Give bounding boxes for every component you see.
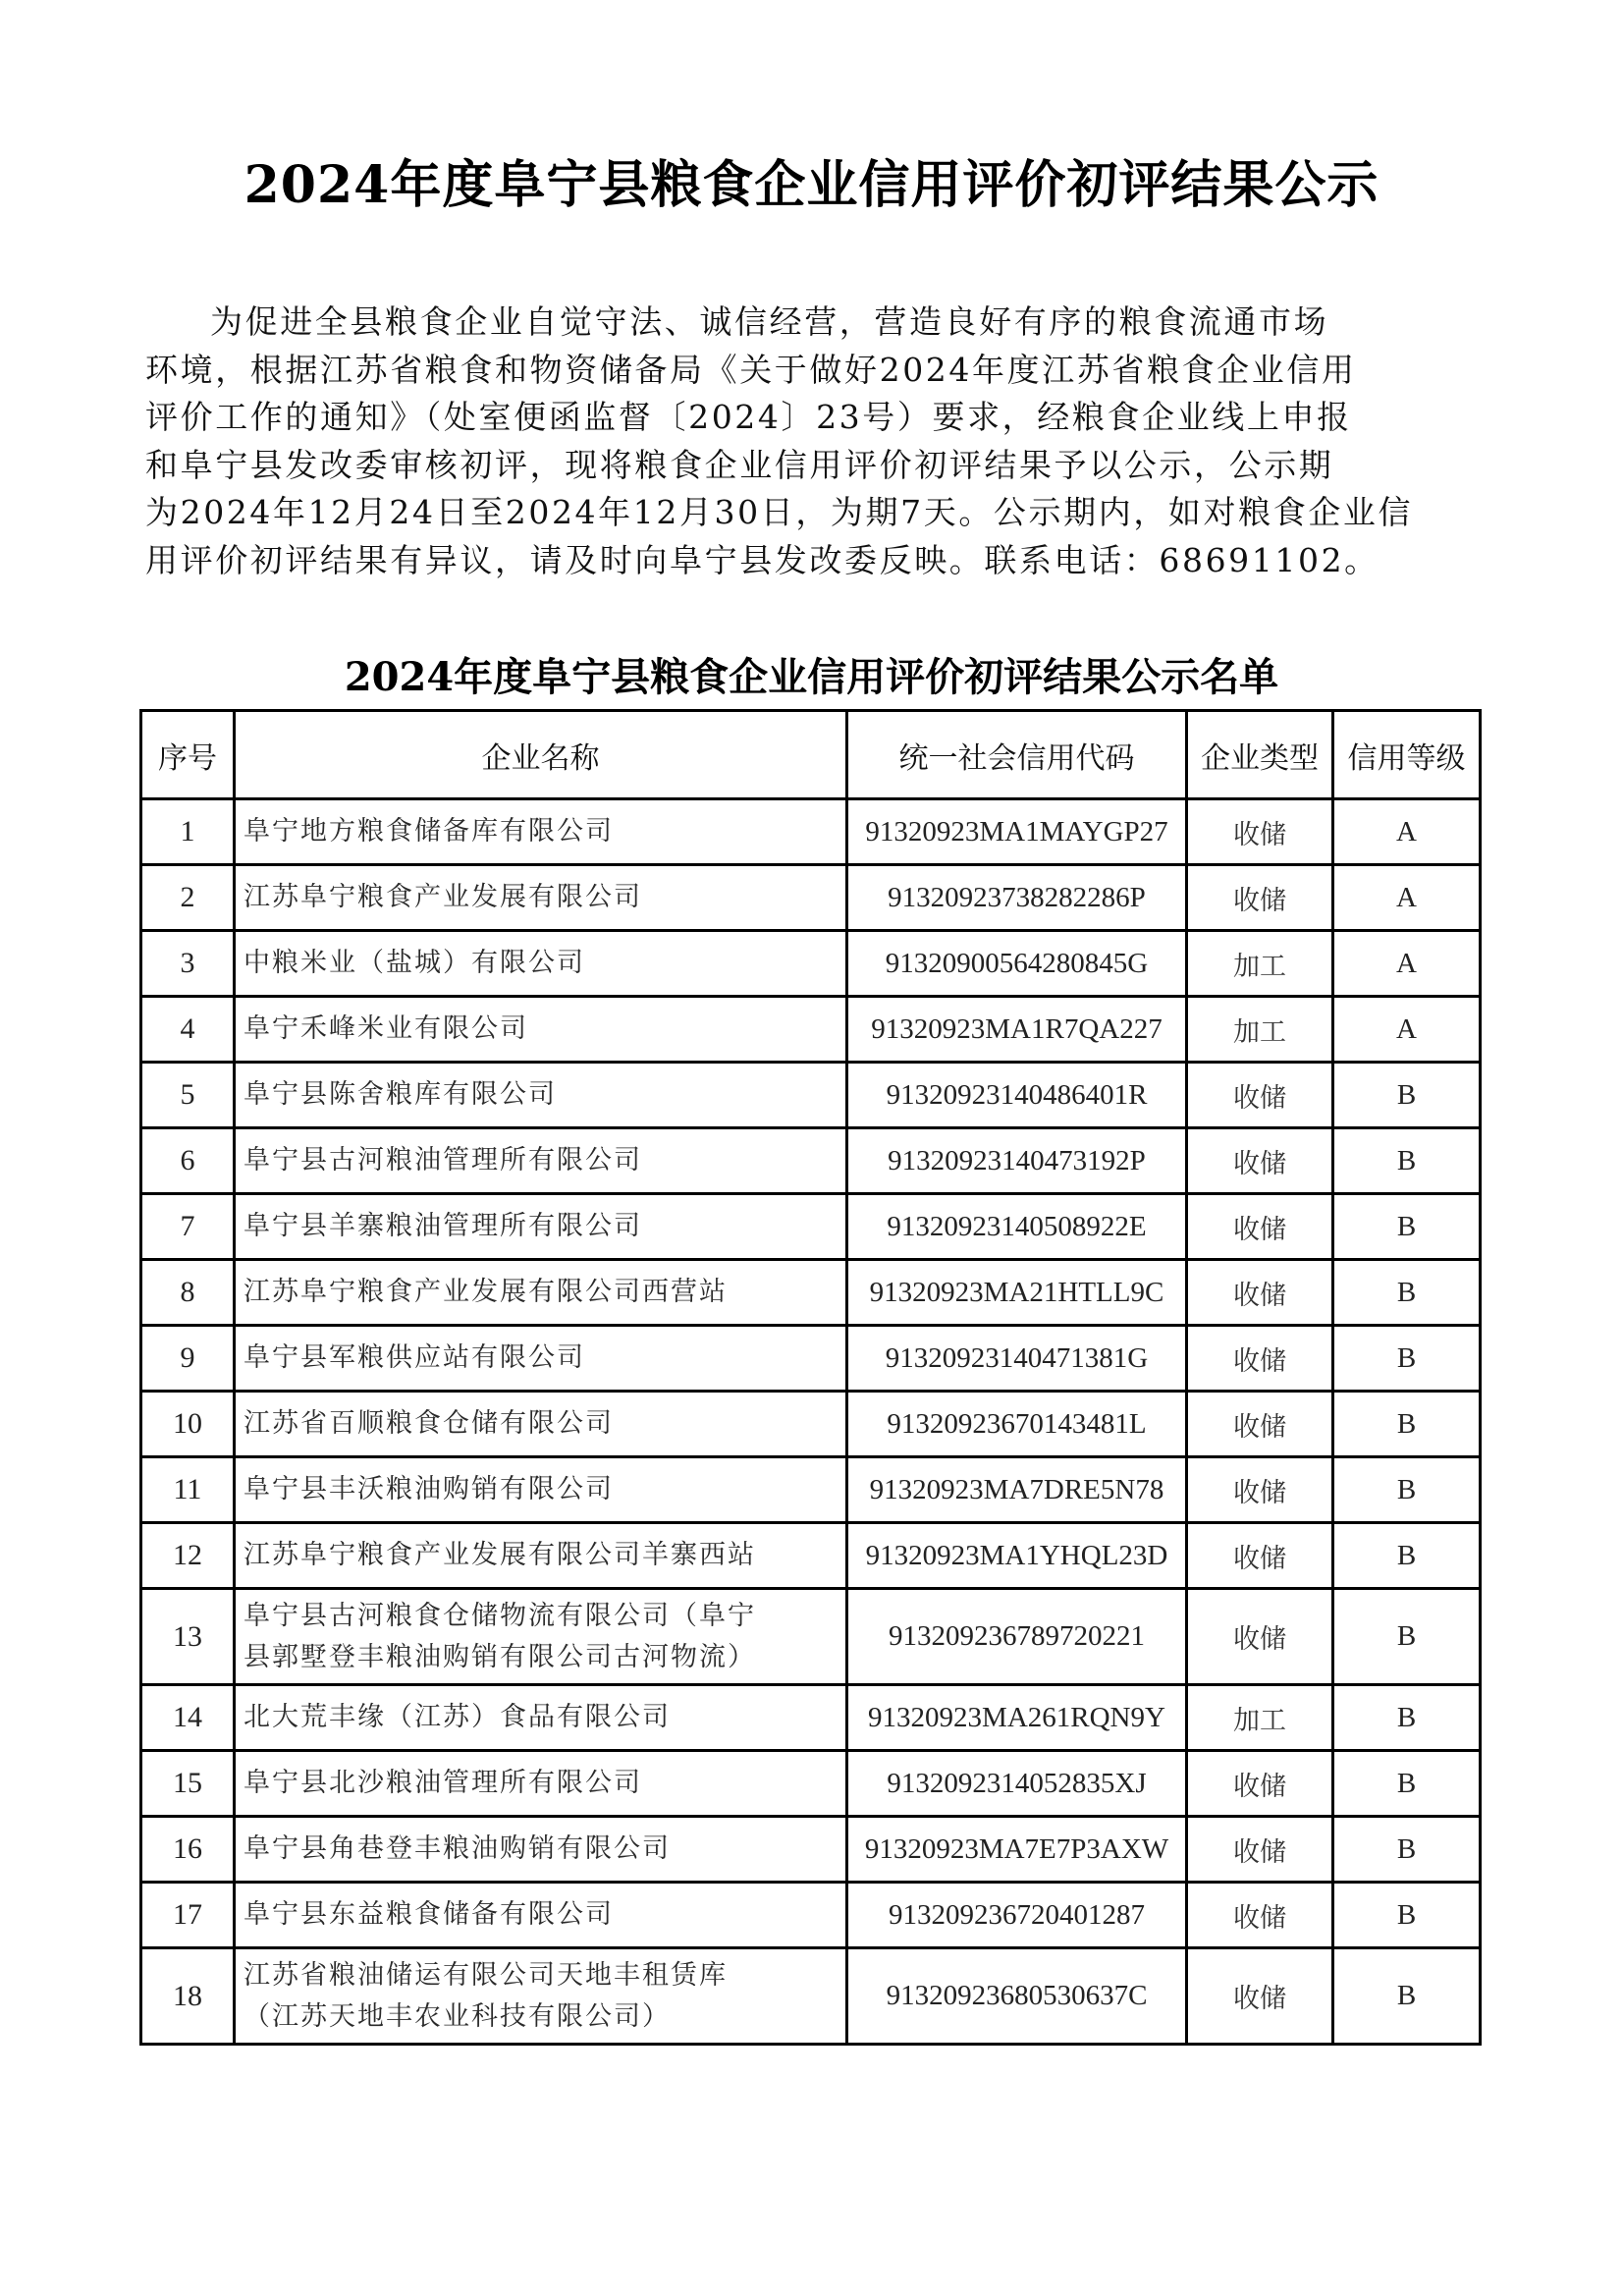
cell-credit-grade: A: [1333, 931, 1481, 997]
intro-paragraph: [145, 299, 1466, 584]
table-row: [141, 1392, 1481, 1457]
cell-credit-grade: B: [1333, 1589, 1481, 1685]
cell-credit-code: 91320923MA7E7P3AXW: [847, 1817, 1187, 1883]
cell-credit-grade: B: [1333, 1817, 1481, 1883]
cell-serial-no: 17: [141, 1883, 235, 1948]
cell-credit-code: 913209236720401287: [847, 1883, 1187, 1948]
table-body: [141, 799, 1481, 2045]
header-company-name: 企业名称: [235, 711, 847, 799]
cell-credit-code: 91320923670143481L: [847, 1392, 1187, 1457]
cell-serial-no: 8: [141, 1260, 235, 1326]
cell-company-type: 收储: [1187, 1523, 1333, 1589]
cell-company-type: 收储: [1187, 1326, 1333, 1392]
cell-serial-no: 12: [141, 1523, 235, 1589]
cell-company-name: 江苏省百顺粮食仓储有限公司: [235, 1392, 847, 1457]
table-row: [141, 1457, 1481, 1523]
cell-company-name: 中粮米业（盐城）有限公司: [235, 931, 847, 997]
cell-company-type: 收储: [1187, 1063, 1333, 1128]
table-row: [141, 1194, 1481, 1260]
cell-credit-grade: A: [1333, 997, 1481, 1063]
table-row: [141, 1751, 1481, 1817]
cell-company-name: 阜宁县军粮供应站有限公司: [235, 1326, 847, 1392]
intro-line: 为2024年12月24日至2024年12月30日，为期7天。公示期内，如对粮食企业信: [145, 493, 1414, 531]
cell-company-type: 收储: [1187, 1457, 1333, 1523]
intro-line: 环境，根据江苏省粮食和物资储备局《关于做好2024年度江苏省粮食企业信用: [145, 350, 1357, 389]
cell-credit-grade: B: [1333, 1751, 1481, 1817]
cell-company-name: 阜宁县羊寨粮油管理所有限公司: [235, 1194, 847, 1260]
cell-credit-code: 91320923MA1MAYGP27: [847, 799, 1187, 865]
cell-serial-no: 3: [141, 931, 235, 997]
table-row: [141, 865, 1481, 931]
intro-line: 评价工作的通知》（处室便函监督〔2024〕23号）要求，经粮食企业线上申报: [145, 398, 1352, 436]
cell-credit-grade: B: [1333, 1948, 1481, 2045]
intro-line: 和阜宁县发改委审核初评，现将粮食企业信用评价初评结果予以公示，公示期: [145, 445, 1334, 484]
table-row: [141, 1685, 1481, 1751]
cell-credit-grade: B: [1333, 1523, 1481, 1589]
cell-serial-no: 5: [141, 1063, 235, 1128]
cell-company-name: 江苏阜宁粮食产业发展有限公司西营站: [235, 1260, 847, 1326]
cell-company-type: 收储: [1187, 799, 1333, 865]
cell-credit-code: 913209236789720221: [847, 1589, 1187, 1685]
cell-company-name: 阜宁地方粮食储备库有限公司: [235, 799, 847, 865]
cell-credit-code: 91320923MA1YHQL23D: [847, 1523, 1187, 1589]
cell-company-type: 收储: [1187, 1948, 1333, 2045]
cell-credit-code: 91320923MA7DRE5N78: [847, 1457, 1187, 1523]
cell-company-type: 加工: [1187, 931, 1333, 997]
list-title: 2024年度阜宁县粮食企业信用评价初评结果公示名单: [344, 654, 1279, 700]
cell-company-name: [235, 1589, 847, 1685]
cell-company-name: 北大荒丰缘（江苏）食品有限公司: [235, 1685, 847, 1751]
cell-credit-code: 91320923140486401R: [847, 1063, 1187, 1128]
cell-company-name: 阜宁县角巷登丰粮油购销有限公司: [235, 1817, 847, 1883]
table-row: [141, 799, 1481, 865]
cell-company-type: 收储: [1187, 1589, 1333, 1685]
cell-company-type: 收储: [1187, 1128, 1333, 1194]
cell-company-type: 收储: [1187, 1392, 1333, 1457]
cell-credit-code: 91320923MA21HTLL9C: [847, 1260, 1187, 1326]
cell-serial-no: 18: [141, 1948, 235, 2045]
cell-credit-code: 91320923680530637C: [847, 1948, 1187, 2045]
cell-credit-grade: B: [1333, 1326, 1481, 1392]
table-row: [141, 1817, 1481, 1883]
table-row: [141, 931, 1481, 997]
company-name-line: 阜宁县古河粮食仓储物流有限公司（阜宁: [243, 1600, 756, 1631]
cell-serial-no: 6: [141, 1128, 235, 1194]
cell-company-name: 阜宁县北沙粮油管理所有限公司: [235, 1751, 847, 1817]
cell-serial-no: 10: [141, 1392, 235, 1457]
header-credit-grade: 信用等级: [1333, 711, 1481, 799]
header-serial-no: 序号: [141, 711, 235, 799]
cell-serial-no: 14: [141, 1685, 235, 1751]
cell-credit-grade: A: [1333, 799, 1481, 865]
table-row: [141, 1260, 1481, 1326]
company-name-line: （江苏天地丰农业科技有限公司）: [243, 2000, 671, 2032]
cell-credit-grade: B: [1333, 1883, 1481, 1948]
cell-company-type: 收储: [1187, 1817, 1333, 1883]
table-header-row: [141, 711, 1481, 799]
cell-credit-grade: B: [1333, 1194, 1481, 1260]
cell-company-name: 阜宁县古河粮油管理所有限公司: [235, 1128, 847, 1194]
cell-credit-grade: B: [1333, 1063, 1481, 1128]
cell-serial-no: 2: [141, 865, 235, 931]
cell-serial-no: 11: [141, 1457, 235, 1523]
table-row: [141, 1523, 1481, 1589]
cell-company-name: 阜宁县陈舍粮库有限公司: [235, 1063, 847, 1128]
cell-serial-no: 4: [141, 997, 235, 1063]
intro-line: 为促进全县粮食企业自觉守法、诚信经营，营造良好有序的粮食流通市场: [210, 302, 1329, 341]
cell-serial-no: 13: [141, 1589, 235, 1685]
cell-serial-no: 9: [141, 1326, 235, 1392]
cell-credit-grade: A: [1333, 865, 1481, 931]
cell-company-type: 加工: [1187, 997, 1333, 1063]
table-row: [141, 1063, 1481, 1128]
cell-credit-grade: B: [1333, 1457, 1481, 1523]
table-row: [141, 1883, 1481, 1948]
cell-company-name: 江苏阜宁粮食产业发展有限公司: [235, 865, 847, 931]
header-credit-code: 统一社会信用代码: [847, 711, 1187, 799]
cell-company-name: 江苏阜宁粮食产业发展有限公司羊寨西站: [235, 1523, 847, 1589]
cell-company-type: 收储: [1187, 1883, 1333, 1948]
cell-credit-code: 91320923MA261RQN9Y: [847, 1685, 1187, 1751]
table-row: [141, 1128, 1481, 1194]
cell-credit-grade: B: [1333, 1260, 1481, 1326]
cell-credit-code: 91320923MA1R7QA227: [847, 997, 1187, 1063]
cell-company-name: 阜宁县丰沃粮油购销有限公司: [235, 1457, 847, 1523]
cell-company-name: 阜宁县东益粮食储备有限公司: [235, 1883, 847, 1948]
cell-credit-code: 91320923738282286P: [847, 865, 1187, 931]
company-name-line: 县郭墅登丰粮油购销有限公司古河物流）: [243, 1641, 756, 1672]
table-row: [141, 997, 1481, 1063]
cell-credit-code: 9132092314052835XJ: [847, 1751, 1187, 1817]
company-name-line: 江苏省粮油储运有限公司天地丰租赁库: [243, 1959, 728, 1991]
cell-credit-grade: B: [1333, 1685, 1481, 1751]
document-title: 2024年度阜宁县粮食企业信用评价初评结果公示: [243, 155, 1380, 215]
cell-credit-code: 91320900564280845G: [847, 931, 1187, 997]
credit-rating-table: [139, 709, 1482, 2046]
cell-company-type: 加工: [1187, 1685, 1333, 1751]
cell-serial-no: 7: [141, 1194, 235, 1260]
cell-serial-no: 16: [141, 1817, 235, 1883]
table-row: [141, 1589, 1481, 1685]
cell-company-name: 阜宁禾峰米业有限公司: [235, 997, 847, 1063]
cell-serial-no: 15: [141, 1751, 235, 1817]
cell-company-type: 收储: [1187, 865, 1333, 931]
cell-company-name: [235, 1948, 847, 2045]
cell-company-type: 收储: [1187, 1194, 1333, 1260]
header-company-type: 企业类型: [1187, 711, 1333, 799]
cell-company-type: 收储: [1187, 1260, 1333, 1326]
cell-credit-code: 91320923140471381G: [847, 1326, 1187, 1392]
cell-company-type: 收储: [1187, 1751, 1333, 1817]
cell-credit-code: 91320923140473192P: [847, 1128, 1187, 1194]
table-row: [141, 1326, 1481, 1392]
intro-line: 用评价初评结果有异议，请及时向阜宁县发改委反映。联系电话：68691102。: [145, 540, 1380, 579]
cell-credit-grade: B: [1333, 1128, 1481, 1194]
cell-serial-no: 1: [141, 799, 235, 865]
cell-credit-grade: B: [1333, 1392, 1481, 1457]
cell-credit-code: 91320923140508922E: [847, 1194, 1187, 1260]
table-row: [141, 1948, 1481, 2045]
